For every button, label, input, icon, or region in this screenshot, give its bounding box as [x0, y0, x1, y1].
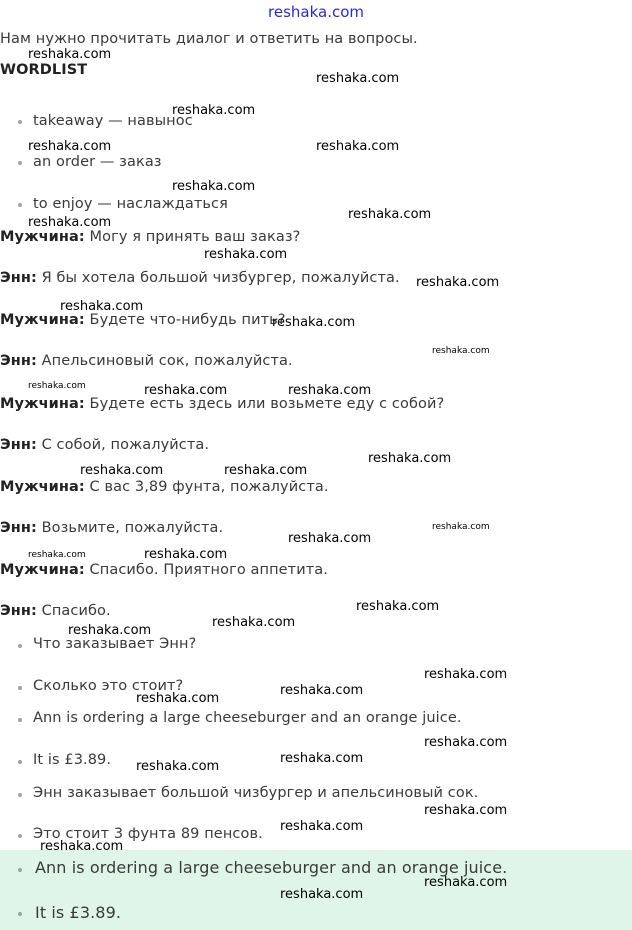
watermark: reshaka.com [224, 463, 308, 478]
line-text: Спасибо. Приятного аппетита. [84, 562, 328, 578]
bullet-icon [18, 718, 22, 722]
line-text: Спасибо. [36, 603, 111, 619]
bullet-icon [18, 120, 22, 124]
wordlist-item: to enjoy — наслаждаться [33, 196, 228, 212]
dialog-line [0, 270, 400, 286]
bullet-icon [18, 793, 22, 797]
list-item: Ann is ordering a large cheeseburger and an orange juice. [33, 710, 462, 726]
line-text: Будете есть здесь или возьмете еду с собой? [84, 396, 445, 412]
watermark: reshaka.com [68, 623, 152, 638]
bullet-icon [18, 868, 22, 872]
dialog-line [0, 312, 286, 328]
watermark: reshaka.com [204, 247, 288, 262]
watermark: reshaka.com [280, 683, 364, 698]
highlight-item: It is £3.89. [35, 903, 122, 922]
line-text: Могу я принять ваш заказ? [84, 229, 301, 245]
line-text: Будете что-нибудь пить? [84, 312, 286, 328]
dialog-line [0, 229, 300, 245]
watermark: reshaka.com [28, 139, 112, 154]
list-item: Энн заказывает большой чизбургер и апельсиновый сок. [33, 785, 479, 801]
highlight-item: Ann is ordering a large cheeseburger and an orange juice. [35, 858, 508, 877]
speaker-name: Мужчина: [0, 396, 85, 412]
watermark: reshaka.com [424, 735, 508, 750]
watermark: reshaka.com [416, 275, 500, 290]
wordlist-item: takeaway — навынос [33, 113, 193, 129]
speaker-name: Мужчина: [0, 312, 85, 328]
watermark: reshaka.com [212, 615, 296, 630]
watermark: reshaka.com [280, 751, 364, 766]
bullet-icon [18, 834, 22, 838]
watermark: reshaka.com [316, 71, 400, 86]
wordlist-item: an order — заказ [33, 154, 162, 170]
speaker-name: Энн: [0, 437, 37, 453]
watermark: reshaka.com [356, 599, 440, 614]
bullet-icon [18, 161, 22, 165]
bullet-icon [18, 203, 22, 207]
watermark: reshaka.com [424, 875, 508, 890]
watermark: reshaka.com [80, 463, 164, 478]
intro-text: Нам нужно прочитать диалог и ответить на вопросы. [0, 31, 418, 47]
watermark: reshaka.com [136, 691, 220, 706]
speaker-name: Энн: [0, 353, 37, 369]
watermark: reshaka.com [172, 103, 256, 118]
watermark: reshaka.com [432, 522, 490, 532]
watermark: reshaka.com [136, 759, 220, 774]
bullet-icon [18, 760, 22, 764]
watermark: reshaka.com [288, 383, 372, 398]
watermark: reshaka.com [144, 383, 228, 398]
list-item: Это стоит 3 фунта 89 пенсов. [33, 826, 263, 842]
watermark: reshaka.com [40, 839, 124, 854]
line-text: Апельсиновый сок, пожалуйста. [36, 353, 293, 369]
watermark: reshaka.com [432, 346, 490, 356]
watermark: reshaka.com [348, 207, 432, 222]
line-text: Возьмите, пожалуйста. [36, 520, 224, 536]
watermark: reshaka.com [368, 451, 452, 466]
watermark: reshaka.com [28, 381, 86, 391]
speaker-name: Мужчина: [0, 562, 85, 578]
watermark: reshaka.com [288, 531, 372, 546]
watermark-top: reshaka.com [268, 3, 364, 21]
watermark: reshaka.com [272, 315, 356, 330]
watermark: reshaka.com [172, 179, 256, 194]
list-item: Сколько это стоит? [33, 678, 184, 694]
speaker-name: Энн: [0, 520, 37, 536]
bullet-icon [18, 686, 22, 690]
speaker-name: Энн: [0, 603, 37, 619]
watermark: reshaka.com [28, 550, 86, 560]
watermark: reshaka.com [60, 299, 144, 314]
watermark: reshaka.com [316, 139, 400, 154]
dialog-line [0, 353, 293, 369]
bullet-icon [18, 912, 22, 916]
list-item: It is £3.89. [33, 752, 112, 768]
speaker-name: Энн: [0, 270, 37, 286]
watermark: reshaka.com [28, 215, 112, 230]
dialog-line [0, 479, 329, 495]
dialog-line [0, 437, 209, 453]
line-text: Я бы хотела большой чизбургер, пожалуйста. [36, 270, 400, 286]
watermark: reshaka.com [144, 547, 228, 562]
wordlist-title: WORDLIST [0, 62, 88, 78]
dialog-line [0, 562, 328, 578]
watermark: reshaka.com [280, 887, 364, 902]
list-item: Что заказывает Энн? [33, 636, 197, 652]
line-text: С вас 3,89 фунта, пожалуйста. [84, 479, 329, 495]
watermark: reshaka.com [280, 819, 364, 834]
dialog-line [0, 603, 111, 619]
speaker-name: Мужчина: [0, 229, 85, 245]
speaker-name: Мужчина: [0, 479, 85, 495]
watermark: reshaka.com [424, 803, 508, 818]
watermark: reshaka.com [424, 667, 508, 682]
dialog-line [0, 520, 223, 536]
bullet-icon [18, 644, 22, 648]
dialog-line [0, 396, 444, 412]
watermark: reshaka.com [28, 47, 112, 62]
line-text: С собой, пожалуйста. [36, 437, 210, 453]
